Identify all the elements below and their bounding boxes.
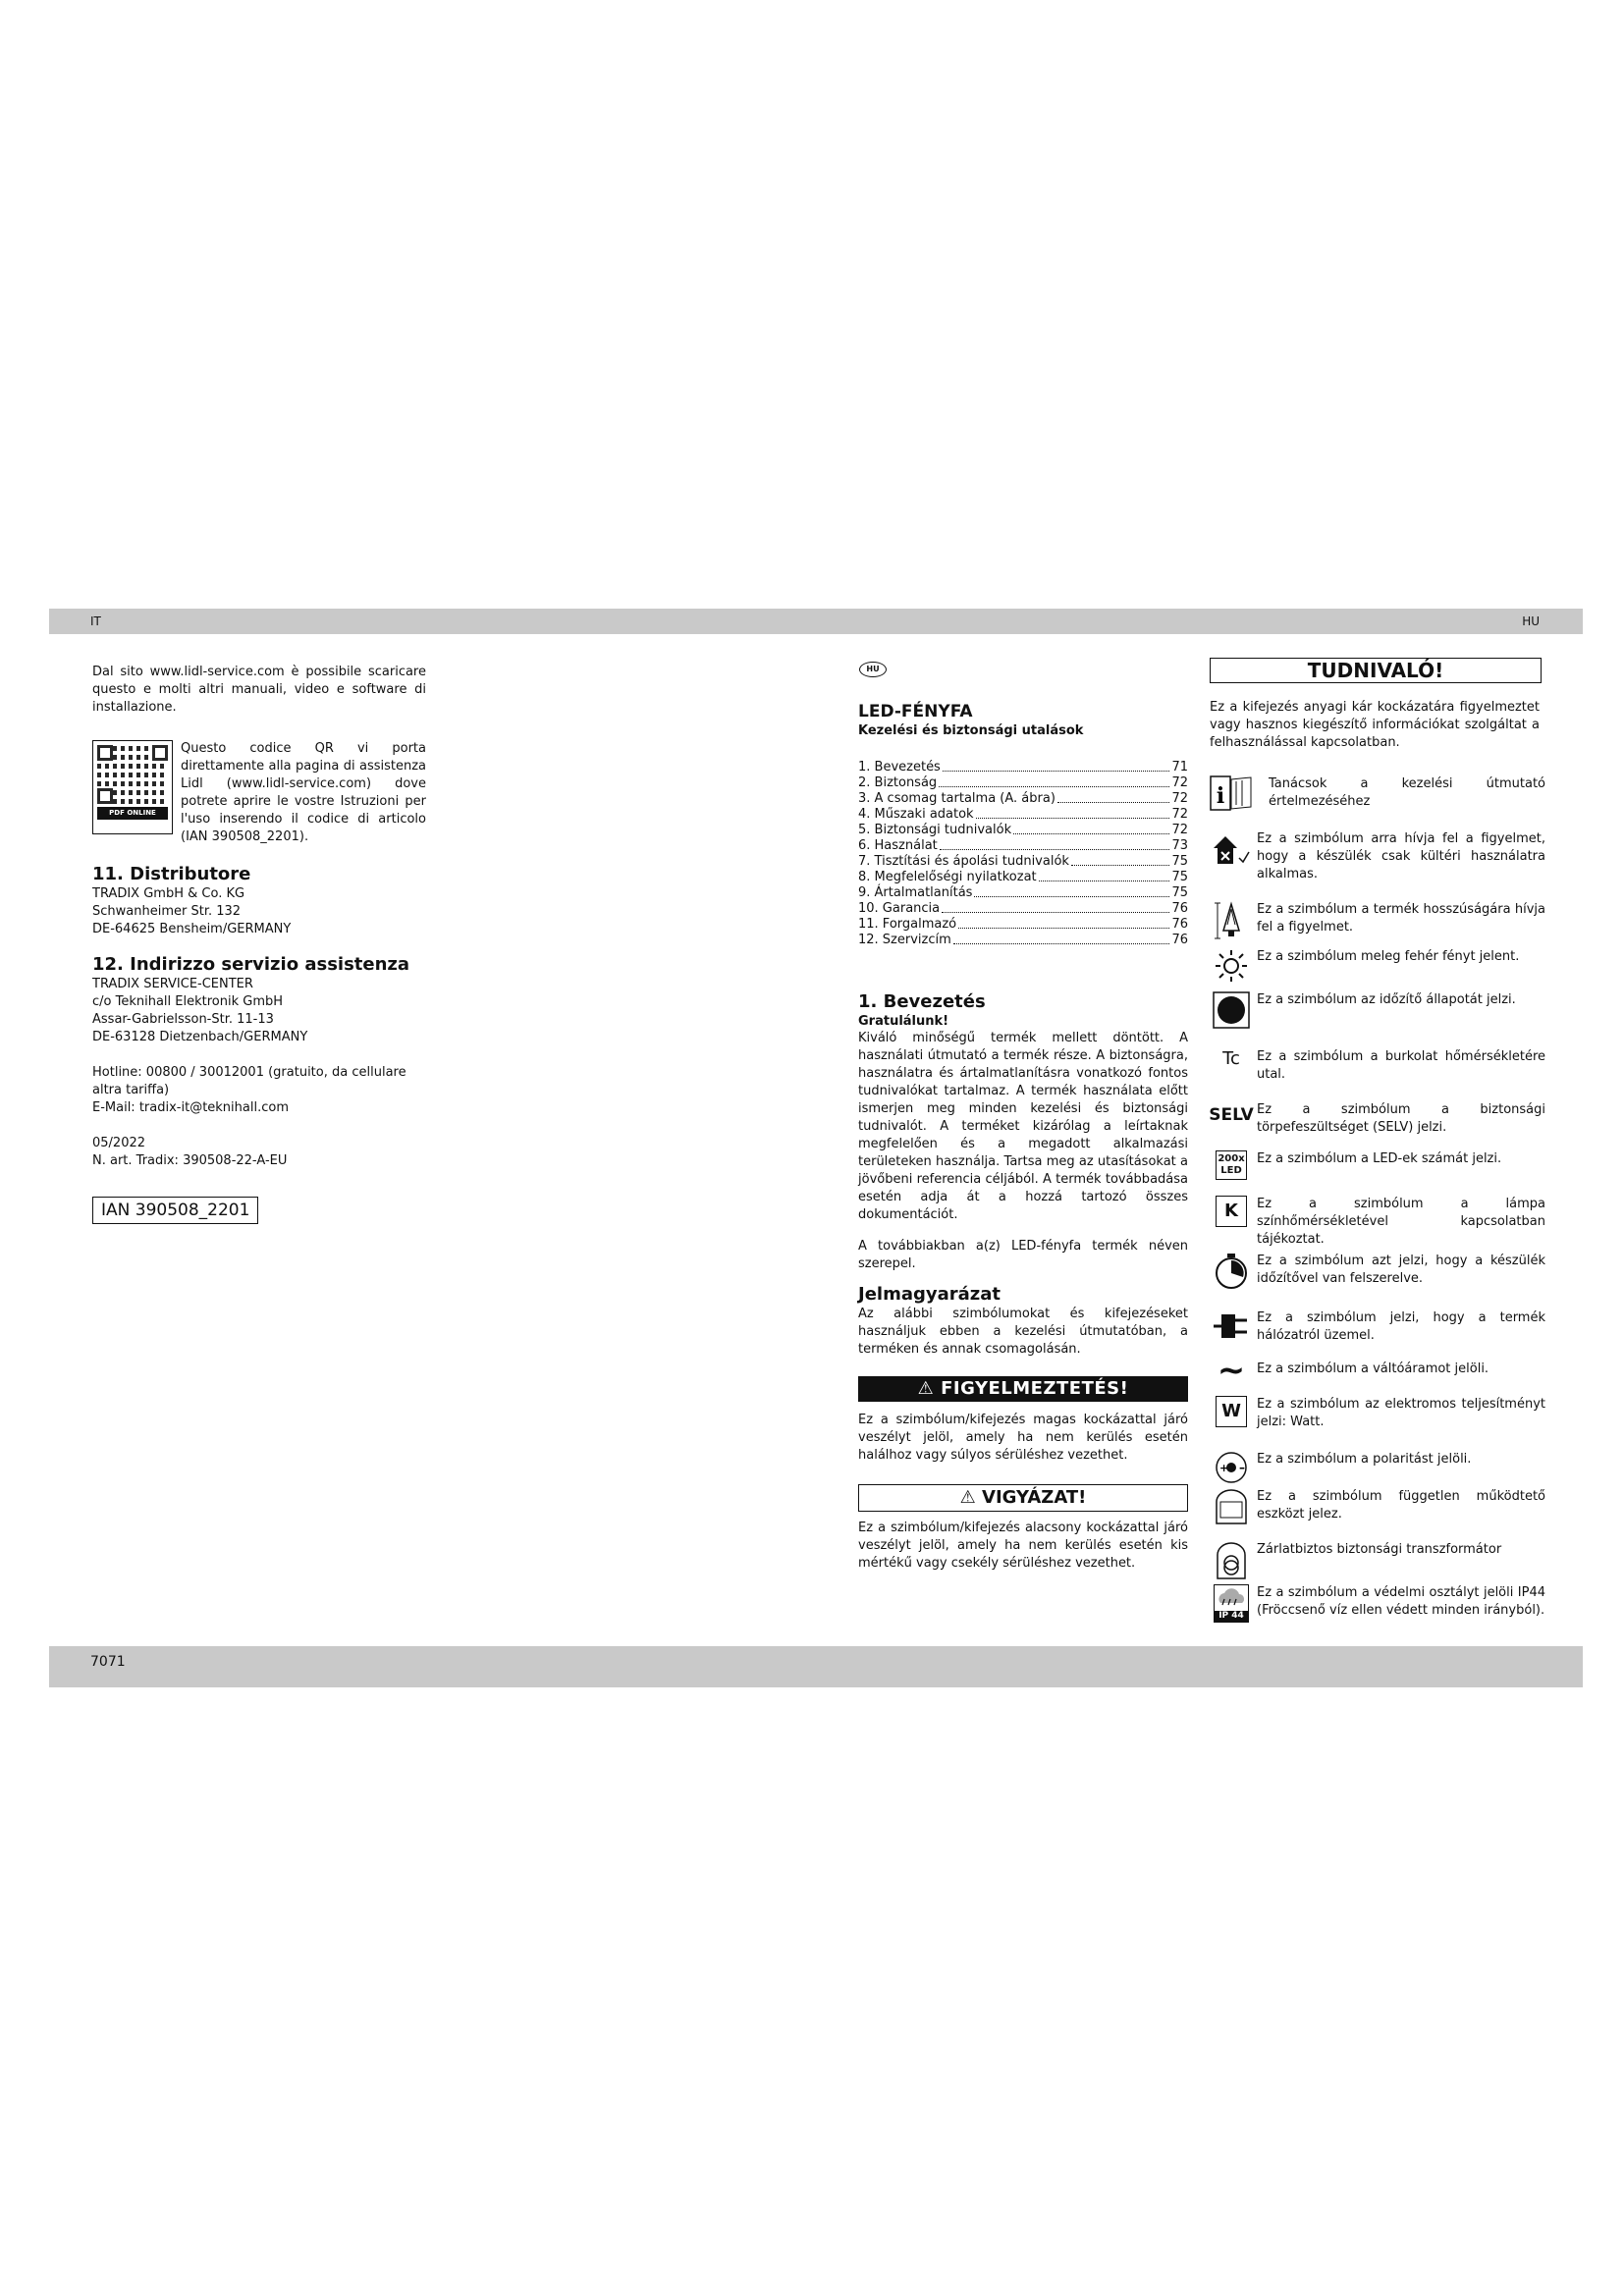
qr-label: PDF ONLINE [97, 807, 168, 820]
service-line: c/o Teknihall Elektronik GmbH [92, 994, 284, 1009]
page-header-bar [49, 609, 1583, 634]
info-book-icon [1210, 775, 1253, 811]
ip44-label: IP 44 [1215, 1611, 1248, 1622]
qr-code [92, 740, 173, 834]
symbol-row [1210, 1101, 1545, 1137]
warning-text: Ez a szimbólum/kifejezés magas kockázattal járó veszélyt jelöl, amely ha nem kerülés esetén halálhoz vagy súlyos sérüléshez vezethet. [858, 1413, 1188, 1463]
service-line: DE-63128 Dietzenbach/GERMANY [92, 1030, 308, 1044]
distributor-line: Schwanheimer Str. 132 [92, 904, 242, 919]
note-label: TUDNIVALÓ! [1210, 658, 1542, 683]
distributor-title: 11. Distributore [92, 864, 251, 884]
kelvin-icon: K [1216, 1196, 1247, 1227]
page-footer-bar [49, 1646, 1583, 1687]
product-heading [858, 701, 1188, 739]
toc-item: 7. Tisztítási és ápolási tudnivalók 75 [858, 854, 1188, 869]
distributor-line: TRADIX GmbH & Co. KG [92, 886, 245, 901]
symbol-row [1210, 948, 1545, 984]
symbol-text: Ez a szimbólum a termék hosszúságára hívja fel a figyelmet. [1257, 902, 1545, 934]
note-block [1210, 699, 1540, 752]
toc-item: 2. Biztonság 72 [858, 775, 1188, 790]
symbol-row [1210, 1541, 1545, 1580]
tc-icon: Tc [1222, 1048, 1240, 1069]
caution-block [858, 1520, 1188, 1573]
legend-title: Jelmagyarázat [858, 1284, 1001, 1305]
symbol-row [1210, 991, 1545, 1029]
toc-item: 10. Garancia 76 [858, 901, 1188, 916]
led-count-icon: 200x LED [1216, 1150, 1247, 1180]
symbol-text: Ez a szimbólum az időzítő állapotát jelzi. [1257, 992, 1516, 1007]
selv-icon: SELV [1209, 1105, 1254, 1125]
language-label-right: HU [1522, 614, 1540, 628]
toc-item: 4. Műszaki adatok 72 [858, 807, 1188, 822]
symbol-text: Ez a szimbólum az elektromos teljesítményt jelzi: Watt. [1257, 1397, 1545, 1429]
symbol-text: Ez a szimbólum arra hívja fel a figyelmet, hogy a készülék csak kültéri használatra alkalmas. [1257, 831, 1545, 881]
toc-item: 6. Használat 73 [858, 838, 1188, 853]
date-text: 05/2022 [92, 1136, 146, 1150]
symbol-text: Ez a szimbólum azt jelzi, hogy a készülék időzítővel van felszerelve. [1257, 1254, 1545, 1286]
email-text: E-Mail: tradix-it@teknihall.com [92, 1100, 289, 1115]
intro-paragraph: Kiváló minőségű termék mellett döntött. A használati útmutató a termék része. A biztonságra, használatra és ártalmatlanításra vonatkozó fontos tudnivalókat tartalmaz. A termék használata előtt ismerjen meg minden kezelési és biztonsági tudnivalót. A terméket kizárólag a leírtaknak megfelelően és a megadott alkalmazási területeken használja. Tartsa meg az utasításokat a jövőbeni referencia céljából. A termék továbbadása esetén adja át a hozzá tartozó összes dokumentációt. [858, 1031, 1188, 1222]
ip44-icon [1214, 1584, 1249, 1623]
symbol-row [1210, 901, 1545, 940]
language-label-left: IT [90, 614, 101, 628]
symbol-text: Tanácsok a kezelési útmutató értelmezéséhez [1269, 776, 1545, 809]
symbol-text: Zárlatbiztos biztonsági transzformátor [1257, 1542, 1502, 1557]
hotline-text: Hotline: 00800 / 30012001 (gratuito, da cellulare altra tariffa) [92, 1065, 406, 1097]
svg-text:–: – [1239, 1461, 1245, 1474]
left-intro [92, 664, 426, 717]
product-title: LED-FÉNYFA [858, 702, 973, 721]
toc-item: 3. A csomag tartalma (A. ábra) 72 [858, 791, 1188, 806]
language-badge: HU [859, 662, 887, 677]
section-introduction [858, 991, 1188, 1273]
toc-item: 12. Szervizcím 76 [858, 933, 1188, 947]
toc-item: 11. Forgalmazó 76 [858, 917, 1188, 932]
plug-icon [1212, 1309, 1251, 1343]
intro-subtitle: Gratulálunk! [858, 1014, 949, 1029]
qr-description [181, 740, 426, 846]
stopwatch-icon [1213, 1253, 1250, 1290]
article-number: N. art. Tradix: 390508-22-A-EU [92, 1153, 288, 1168]
symbol-row [1210, 1396, 1545, 1431]
ian-box: IAN 390508_2201 [92, 1197, 258, 1224]
toc-item: 9. Ártalmatlanítás 75 [858, 885, 1188, 900]
symbol-text: Ez a szimbólum a lámpa színhőmérsékletével kapcsolatban tájékoztat. [1257, 1197, 1545, 1247]
service-line: TRADIX SERVICE-CENTER [92, 977, 253, 991]
independent-driver-icon [1213, 1488, 1250, 1525]
transformer-icon [1214, 1541, 1249, 1580]
toc-item: 8. Megfelelőségi nyilatkozat 75 [858, 870, 1188, 884]
service-line: Assar-Gabrielsson-Str. 11-13 [92, 1012, 274, 1027]
symbol-row [1210, 830, 1545, 883]
intro-title: 1. Bevezetés [858, 991, 986, 1012]
ac-icon: ~ [1217, 1351, 1246, 1390]
symbol-row [1210, 1196, 1545, 1249]
note-text: Ez a kifejezés anyagi kár kockázatára figyelmeztet vagy hasznos kiegészítő információkat szolgáltat a felhasználással kapcsolatban. [1210, 700, 1540, 750]
symbol-text: Ez a szimbólum független működtető eszközt jelez. [1257, 1489, 1545, 1522]
toc-item: 1. Bevezetés 71 [858, 760, 1188, 774]
symbol-text: Ez a szimbólum a LED-ek számát jelzi. [1257, 1151, 1502, 1166]
symbol-row [1210, 1351, 1545, 1390]
polarity-icon [1213, 1451, 1250, 1484]
caution-text: Ez a szimbólum/kifejezés alacsony kockázattal járó veszélyt jelöl, amely ha nem kerülés esetén kis mértékű vagy csekély sérüléshez vezethet. [858, 1521, 1188, 1571]
intro-text: Dal sito www.lidl-service.com è possibile scaricare questo e molti altri manuali, video e software di installazione. [92, 665, 426, 715]
warning-block [858, 1412, 1188, 1465]
outdoor-use-icon [1212, 830, 1251, 866]
symbol-row [1210, 1451, 1545, 1484]
symbol-row [1210, 1488, 1545, 1525]
legend-text: Az alábbi szimbólumokat és kifejezéseket használjuk ebben a kezelési útmutatóban, a terméken és annak csomagolásán. [858, 1307, 1188, 1357]
sun-icon [1214, 948, 1249, 984]
symbol-text: Ez a szimbólum a váltóáramot jelöli. [1257, 1362, 1489, 1376]
qr-pattern [97, 745, 168, 804]
symbol-row [1210, 1150, 1545, 1180]
length-icon [1214, 901, 1249, 940]
symbol-text: Ez a szimbólum a polaritást jelöli. [1257, 1452, 1472, 1467]
symbol-text: Ez a szimbólum jelzi, hogy a termék hálózatról üzemel. [1257, 1310, 1545, 1343]
symbol-text: Ez a szimbólum meleg fehér fényt jelent. [1257, 949, 1520, 964]
qr-text: Questo codice QR vi porta direttamente alla pagina di assistenza Lidl (www.lidl-service.com) dove potrete aprire le vostre Istruzioni per l'uso inserendo il codice di articolo (IAN 390508_2201). [181, 741, 426, 844]
symbol-text: Ez a szimbólum a biztonsági törpefeszültséget (SELV) jelzi. [1257, 1102, 1545, 1135]
symbol-row [1210, 1048, 1545, 1084]
toc-item: 5. Biztonsági tudnivalók 72 [858, 823, 1188, 837]
section-legend [858, 1284, 1188, 1359]
timer-state-icon [1213, 991, 1250, 1029]
caution-label: ⚠ VIGYÁZAT! [858, 1484, 1188, 1512]
warning-label: ⚠ FIGYELMEZTETÉS! [858, 1376, 1188, 1402]
service-title: 12. Indirizzo servizio assistenza [92, 954, 410, 975]
symbol-row [1210, 1309, 1545, 1345]
watt-icon: W [1216, 1396, 1247, 1427]
symbol-row [1210, 775, 1545, 811]
page-number: 7071 [90, 1654, 126, 1670]
symbol-text: Ez a szimbólum a védelmi osztályt jelöli IP44 (Fröccsenő víz ellen védett minden irányból). [1257, 1585, 1545, 1618]
svg-text:+: + [1219, 1462, 1229, 1474]
section-service [92, 954, 426, 1170]
svg-text:i: i [1216, 783, 1225, 809]
intro-paragraph-2: A továbbiakban a(z) LED-fényfa termék néven szerepel. [858, 1239, 1188, 1271]
symbol-row [1210, 1584, 1545, 1623]
symbol-row [1210, 1253, 1545, 1290]
section-distributor [92, 864, 426, 938]
table-of-contents [858, 760, 1188, 948]
symbol-text: Ez a szimbólum a burkolat hőmérsékletére utal. [1257, 1049, 1545, 1082]
distributor-line: DE-64625 Bensheim/GERMANY [92, 922, 292, 936]
product-subtitle: Kezelési és biztonsági utalások [858, 723, 1084, 738]
